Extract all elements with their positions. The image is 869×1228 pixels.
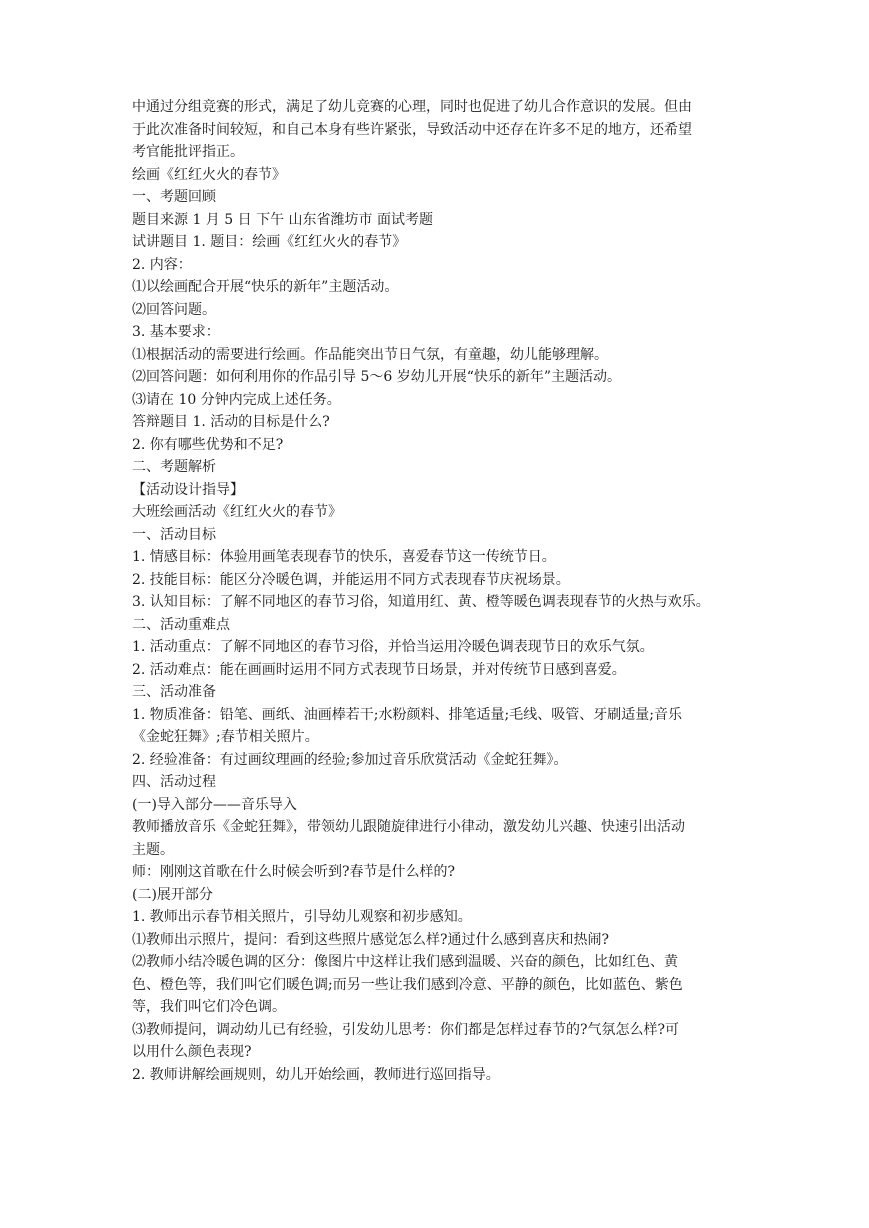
section-title: 绘画《红红火火的春节》 [132,166,286,183]
text-line: ⑵回答问题：如何利用你的作品引导 5～6 岁幼儿开展“快乐的新年”主题活动。 [132,369,622,385]
text-line: ⑴根据活动的需要进行绘画。作品能突出节日气氛，有童趣，幼儿能够理解。 [132,346,608,363]
text-line: 2. 教师讲解绘画规则，幼儿开始绘画，教师进行巡回指导。 [132,1066,500,1083]
text-line: 主题。 [132,841,174,858]
document-page [132,96,744,1086]
text-line: 试讲题目 1. 题目：绘画《红红火火的春节》 [132,234,407,250]
heading: 一、活动目标 [132,526,216,543]
heading: 【活动设计指导】 [132,481,244,498]
text-line: 以用什么颜色表现? [132,1044,252,1060]
text-line: 2. 活动难点：能在画画时运用不同方式表现节日场景，并对传统节日感到喜爱。 [132,661,626,678]
text-line: ⑴教师出示照片，提问：看到这些照片感觉怎么样?通过什么感到喜庆和热闹? [132,931,610,948]
text-line: ⑶教师提问，调动幼儿已有经验，引发幼儿思考：你们都是怎样过春节的?气氛怎么样?可 [132,1021,680,1038]
text-line: 大班绘画活动《红红火火的春节》 [132,504,342,520]
text-line: 于此次准备时间较短，和自己本身有些许紧张，导致活动中还存在许多不足的地方，还希望 [132,121,692,138]
text-line: ⑵教师小结冷暖色调的区分：像图片中这样让我们感到温暖、兴奋的颜色，比如红色、黄 [132,954,678,970]
text-line: (一)导入部分——音乐导入 [132,796,297,813]
text-line: 《金蛇狂舞》;春节相关照片。 [132,729,319,745]
text-line: 1. 教师出示春节相关照片，引导幼儿观察和初步感知。 [132,909,472,925]
text-line: 3. 认知目标：了解不同地区的春节习俗，知道用红、黄、橙等暖色调表现春节的火热与欢乐。 [132,594,710,610]
text-line: ⑵回答问题。 [132,301,216,318]
text-line: 2. 技能目标：能区分冷暖色调，并能运用不同方式表现春节庆祝场景。 [132,571,570,588]
text-line: 2. 内容： [132,256,192,273]
text-line: 3. 基本要求： [132,324,220,340]
text-line: 答辩题目 1. 活动的目标是什么? [132,414,330,430]
text-line: 中通过分组竞赛的形式，满足了幼儿竞赛的心理，同时也促进了幼儿合作意识的发展。但由 [132,99,692,115]
text-line: 教师播放音乐《金蛇狂舞》，带领幼儿跟随旋律进行小律动，激发幼儿兴趣、快速引出活动 [132,819,685,835]
text-line: 师：刚刚这首歌在什么时候会听到?春节是什么样的? [132,864,456,880]
heading: 二、活动重难点 [132,616,230,633]
text-line: 色、橙色等，我们叫它们暖色调;而另一些让我们感到冷意、平静的颜色，比如蓝色、紫色 [132,976,683,993]
text-line: 1. 物质准备：铅笔、画纸、油画棒若干;水粉颜料、排笔适量;毛线、吸管、牙刷适量;音乐 [132,706,682,723]
text-line: (二)展开部分 [132,886,213,903]
text-line: 等，我们叫它们冷色调。 [132,999,286,1015]
text-line: 1. 情感目标：体验用画笔表现春节的快乐，喜爱春节这一传统节日。 [132,549,556,565]
heading: 四、活动过程 [132,774,216,790]
text-line: 2. 经验准备：有过画纹理画的经验;参加过音乐欣赏活动《金蛇狂舞》。 [132,751,568,768]
text-line: 考官能批评指正。 [132,144,244,160]
heading: 二、考题解析 [132,459,216,475]
heading: 一、考题回顾 [132,189,216,205]
text-line: 2. 你有哪些优势和不足? [132,436,284,453]
text-line: 题目来源 1 月 5 日 下午 山东省潍坊市 面试考题 [132,211,433,228]
text-line: 1. 活动重点：了解不同地区的春节习俗，并恰当运用冷暖色调表现节日的欢乐气氛。 [132,639,654,655]
text-line: ⑶请在 10 分钟内完成上述任务。 [132,391,341,408]
heading: 三、活动准备 [132,684,216,700]
text-line: ⑴以绘画配合开展“快乐的新年”主题活动。 [132,279,399,295]
